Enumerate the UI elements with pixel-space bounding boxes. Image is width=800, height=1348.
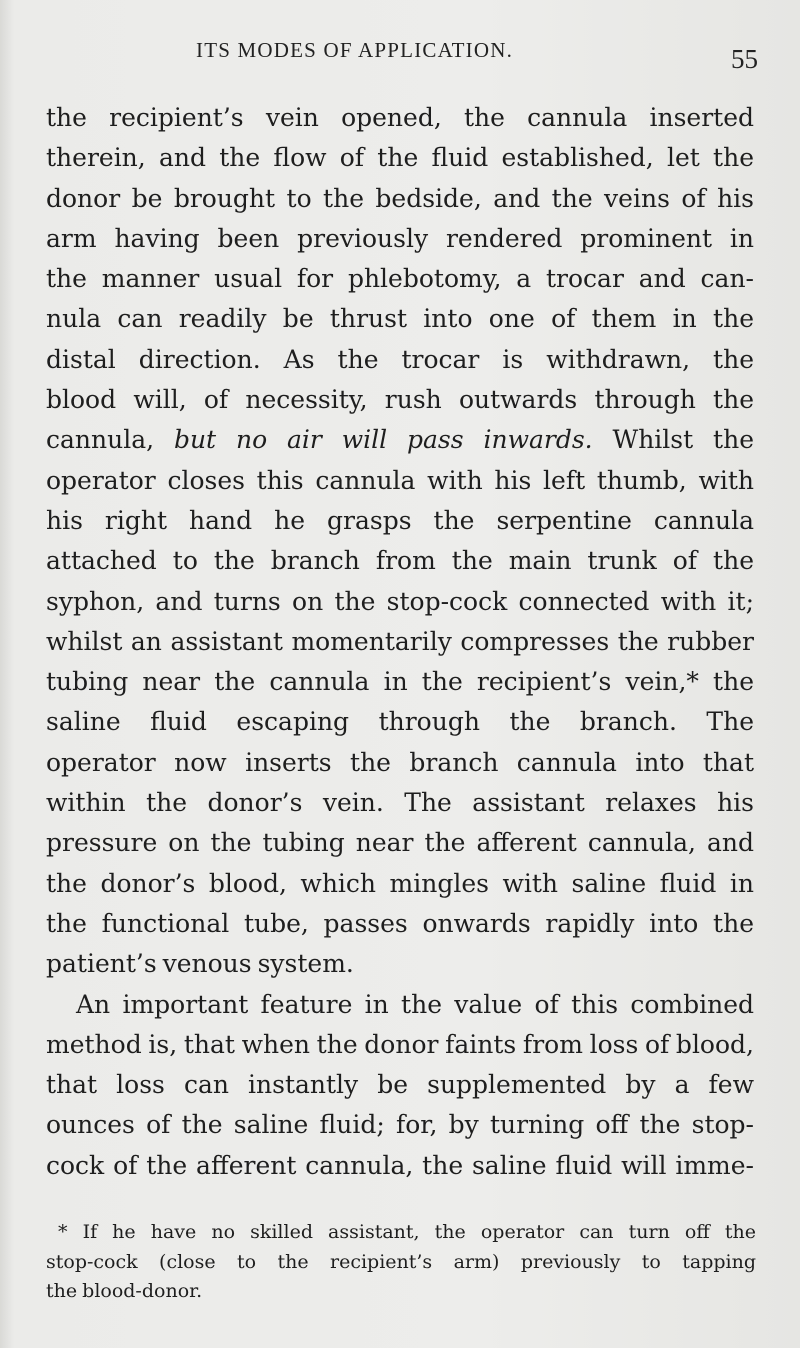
text-line: method is, that when the donor faints from loss of blood, xyxy=(46,1029,754,1059)
text-line: within the donor’s vein. The assistant relaxes his xyxy=(46,788,754,818)
footnote-line: stop-cock (close to the recipient’s arm) previously to tapping xyxy=(46,1250,756,1273)
text-line: his right hand he grasps the serpentine cannula xyxy=(46,505,754,535)
italic-emphasis: but no air will pass inwards. xyxy=(173,425,593,455)
line-start-text: cannula, xyxy=(46,425,155,455)
text-line: distal direction. As the trocar is withdrawn, the xyxy=(46,344,754,374)
text-line: the manner usual for phlebotomy, a trocar and can- xyxy=(46,264,754,294)
text-line: syphon, and turns on the stop-cock connected with it; xyxy=(46,586,754,616)
text-line: nula can readily be thrust into one of them in the xyxy=(46,304,754,334)
paragraph-start-line: An important feature in the value of this combined xyxy=(76,989,754,1019)
text-line: operator now inserts the branch cannula into that xyxy=(46,747,754,777)
text-line-with-italic xyxy=(46,420,754,460)
text-line: the functional tube, passes onwards rapidly into the xyxy=(46,908,754,938)
page-number: 55 xyxy=(731,44,758,74)
text-line: blood will, of necessity, rush outwards through the xyxy=(46,385,754,415)
text-line: whilst an assistant momentarily compresses the rubber xyxy=(46,626,754,656)
text-line: operator closes this cannula with his left thumb, with xyxy=(46,465,754,495)
running-head: ITS MODES OF APPLICATION. xyxy=(196,38,514,62)
text-line: arm having been previously rendered prominent in xyxy=(46,223,754,253)
text-line: attached to the branch from the main trunk of the xyxy=(46,546,754,576)
text-line: saline fluid escaping through the branch. The xyxy=(46,707,754,737)
text-line: pressure on the tubing near the afferent cannula, and xyxy=(46,828,754,858)
footnote-line: the blood-donor. xyxy=(46,1280,203,1302)
text-line: the recipient’s vein opened, the cannula inserted xyxy=(46,103,754,132)
footnote-line: * If he have no skilled assistant, the operator can turn off the xyxy=(58,1221,756,1243)
text-line: tubing near the cannula in the recipient’s vein,* the xyxy=(46,667,754,697)
text-line: that loss can instantly be supplemented by a few xyxy=(46,1070,754,1100)
text-line: therein, and the flow of the fluid established, let the xyxy=(46,143,754,173)
footnote xyxy=(46,1218,756,1307)
text-line: ounces of the saline fluid; for, by turning off the stop- xyxy=(46,1110,754,1140)
text-line: donor be brought to the bedside, and the veins of his xyxy=(46,183,754,213)
line-end-text: Whilst the xyxy=(612,425,754,455)
text-line: cock of the afferent cannula, the saline fluid will imme- xyxy=(46,1150,754,1180)
body-text xyxy=(46,98,754,1186)
text-line: patient’s venous system. xyxy=(46,949,354,979)
text-line: the donor’s blood, which mingles with saline fluid in xyxy=(46,868,754,898)
page-header xyxy=(46,36,758,76)
